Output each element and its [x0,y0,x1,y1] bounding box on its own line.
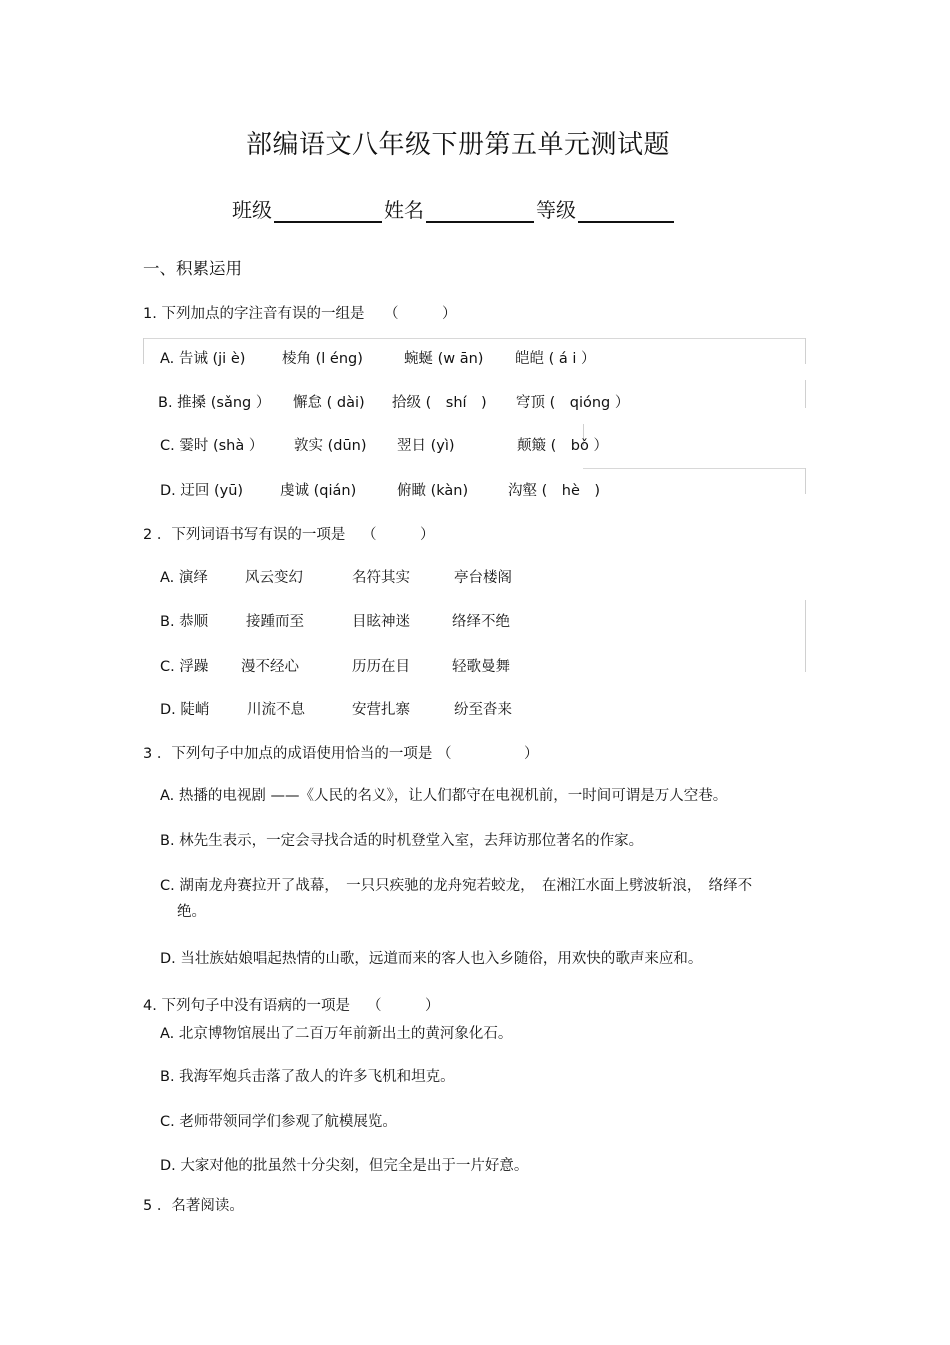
q2-option-d-3: 安营扎寨 [352,702,410,718]
table-border [143,338,806,339]
q3-option-c: C. 湖南龙舟赛拉开了战幕， 一只只疾驰的龙舟宛若蛟龙， 在湘江水面上劈波斩浪， 络绎不 [160,878,753,894]
q1-stem: 1. 下列加点的字注音有误的一组是 [143,306,365,322]
q1-option-c-1: C. 霎时 (shà ） [160,438,264,454]
q3-option-c-continued: 绝。 [177,904,206,920]
q3-option-b: B. 林先生表示，一定会寻找合适的时机登堂入室，去拜访那位著名的作家。 [160,833,644,849]
name-label: 姓名 [384,198,424,222]
q3-answer-paren: （ ） [437,746,539,762]
table-border [805,600,806,672]
q1-option-c-3: 翌日 (yì) [397,438,455,454]
q3-stem: 3 ．下列句子中加点的成语使用恰当的一项是 [143,746,433,762]
q5-stem: 5 ．名著阅读。 [143,1198,244,1214]
q1-option-b-1: B. 推搡 (sǎng ） [158,395,271,411]
q2-option-d-1: D. 陡峭 [160,702,210,718]
class-blank[interactable] [274,199,382,223]
q2-option-b-4: 络绎不绝 [452,614,510,630]
q4-stem: 4. 下列句子中没有语病的一项是 [143,998,350,1014]
q2-option-a-2: 风云变幻 [245,570,303,586]
q2-answer-paren: （ ） [362,527,435,543]
grade-blank[interactable] [578,199,674,223]
q2-option-a-3: 名符其实 [352,570,410,586]
q2-option-c-3: 历历在目 [352,659,410,675]
table-border [805,380,806,408]
table-border [143,338,144,364]
q1-option-d-4: 沟壑 ( hè ) [508,483,601,499]
q1-option-b-3: 拾级 ( shí ) [392,395,487,411]
q2-option-b-1: B. 恭顺 [160,614,209,630]
class-label: 班级 [232,198,272,222]
q2-option-d-2: 川流不息 [247,702,305,718]
q1-option-a-4: 皑皑 ( á i ） [515,351,596,367]
q3-option-a: A. 热播的电视剧 ——《人民的名义》，让人们都守在电视机前，一时间可谓是万人空巷。 [160,788,728,804]
q4-answer-paren: （ ） [367,998,440,1014]
q2-option-d-4: 纷至沓来 [454,702,512,718]
q1-option-c-2: 敦实 (dūn) [294,438,367,454]
q4-option-c: C. 老师带领同学们参观了航模展览。 [160,1114,397,1130]
grade-label: 等级 [536,198,576,222]
q4-option-d: D. 大家对他的批虽然十分尖刻，但完全是出于一片好意。 [160,1158,529,1174]
q2-option-b-3: 目眩神迷 [352,614,410,630]
q2-option-c-1: C. 浮躁 [160,659,209,675]
q1-option-b-4: 穹顶 ( qióng ） [516,395,630,411]
q2-option-b-2: 接踵而至 [246,614,304,630]
student-info-fields [232,194,676,223]
table-border [805,338,806,364]
q4-option-b: B. 我海军炮兵击落了敌人的许多飞机和坦克。 [160,1069,455,1085]
q1-option-d-1: D. 迂回 (yū) [160,483,244,499]
q1-option-d-2: 虔诚 (qián) [280,483,357,499]
q1-option-b-2: 懈怠 ( dài) [293,395,365,411]
q1-option-a-3: 蜿蜒 (w ān) [404,351,484,367]
q1-option-d-3: 俯瞰 (kàn) [397,483,469,499]
q4-option-a: A. 北京博物馆展出了二百万年前新出土的黄河象化石。 [160,1026,513,1042]
q2-option-c-2: 漫不经心 [241,659,299,675]
q1-answer-paren: （ ） [384,306,457,322]
q3-option-d: D. 当壮族姑娘唱起热情的山歌，远道而来的客人也入乡随俗，用欢快的歌声来应和。 [160,951,703,967]
q2-option-a-1: A. 演绎 [160,570,208,586]
q2-option-a-4: 亭台楼阁 [454,570,512,586]
name-blank[interactable] [426,199,534,223]
page-title: 部编语文八年级下册第五单元测试题 [245,130,670,160]
q1-option-a-1: A. 告诫 (ji è) [160,351,246,367]
q2-option-c-4: 轻歌曼舞 [452,659,510,675]
table-border [583,468,806,469]
q2-stem: 2 ．下列词语书写有误的一项是 [143,527,346,543]
q1-option-a-2: 棱角 (l éng) [282,351,363,367]
table-border [805,468,806,494]
q1-option-c-4: 颠簸 ( bǒ ） [517,438,608,454]
section-heading: 一、积累运用 [143,259,242,278]
